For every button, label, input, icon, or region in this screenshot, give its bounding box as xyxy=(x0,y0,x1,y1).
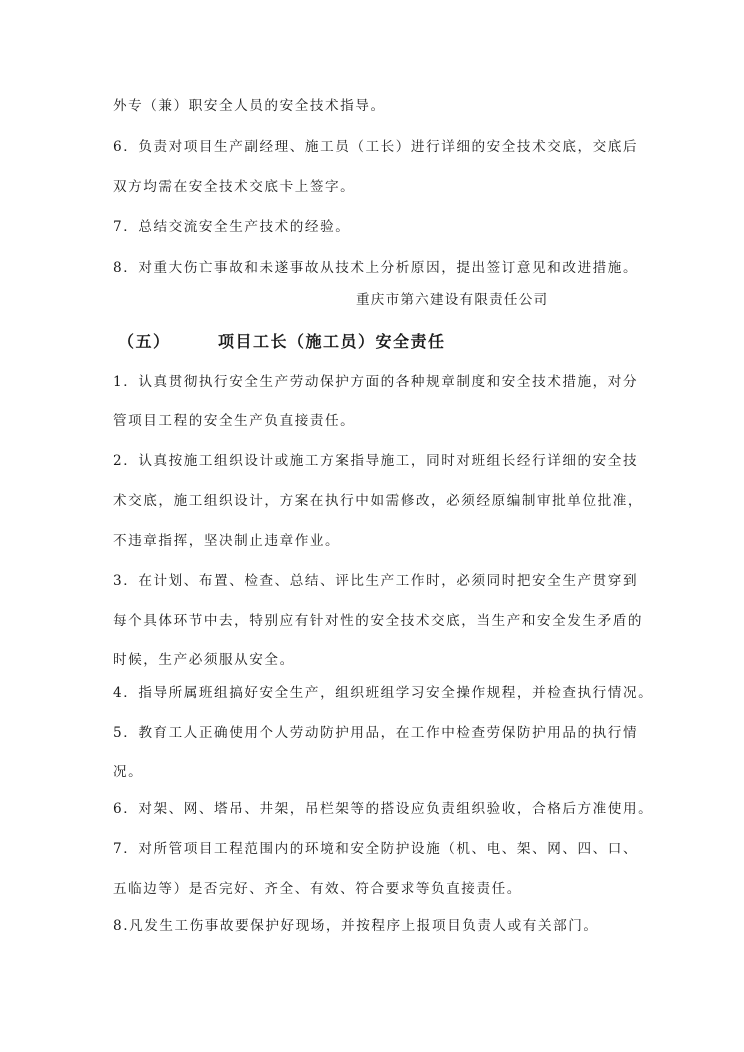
section-line: 每个具体环节中去，特别应有针对性的安全技术交底，当生产和安全发生矛盾的 xyxy=(113,613,644,629)
section-line: 2．认真按施工组织设计或施工方案指导施工，同时对班组长经行详细的安全技 xyxy=(113,453,639,469)
section-line: 7．对所管项目工程范围内的环境和安全防护设施（机、电、架、网、四、口、 xyxy=(113,841,639,857)
intro-line: 6．负责对项目生产副经理、施工员（工长）进行详细的安全技术交底，交底后 xyxy=(113,139,639,155)
section-title: 项目工长（施工员）安全责任 xyxy=(218,332,446,351)
section-line: 1．认真贯彻执行安全生产劳动保护方面的各种规章制度和安全技术措施，对分 xyxy=(113,374,639,390)
section-line: 3．在计划、布置、检查、总结、评比生产工作时，必须同时把安全生产贯穿到 xyxy=(113,573,639,589)
intro-line: 8．对重大伤亡事故和未遂事故从技术上分析原因，提出签订意见和改进措施。 xyxy=(113,260,639,276)
section-line: 4．指导所属班组搞好安全生产，组织班组学习安全操作规程，并检查执行情况。 xyxy=(113,685,654,701)
section-line: 五临边等）是否完好、齐全、有效、符合要求等负直接责任。 xyxy=(113,881,522,897)
section-line: 8.凡发生工伤事故要保护好现场，并按程序上报项目负责人或有关部门。 xyxy=(113,918,599,934)
section-line: 况。 xyxy=(113,764,144,780)
section-line: 时候，生产必须服从安全。 xyxy=(113,652,295,668)
intro-line: 外专（兼）职安全人员的安全技术指导。 xyxy=(113,98,386,114)
section-heading xyxy=(118,330,446,354)
section-line: 不违章指挥，坚决制止违章作业。 xyxy=(113,533,341,549)
section-line: 6．对架、网、塔吊、井架，吊栏架等的搭设应负责组织验收，合格后方准使用。 xyxy=(113,801,654,817)
company-signature: 重庆市第六建设有限责任公司 xyxy=(356,292,549,308)
section-number: （五） xyxy=(118,332,171,351)
section-line: 管项目工程的安全生产负直接责任。 xyxy=(113,413,356,429)
section-line: 5．教育工人正确使用个人劳动防护用品，在工作中检查劳保防护用品的执行情 xyxy=(113,725,639,741)
intro-line: 7．总结交流安全生产技术的经验。 xyxy=(113,219,351,235)
intro-line: 双方均需在安全技术交底卡上签字。 xyxy=(113,179,356,195)
section-line: 术交底，施工组织设计，方案在执行中如需修改，必须经原编制审批单位批准， xyxy=(113,493,644,509)
